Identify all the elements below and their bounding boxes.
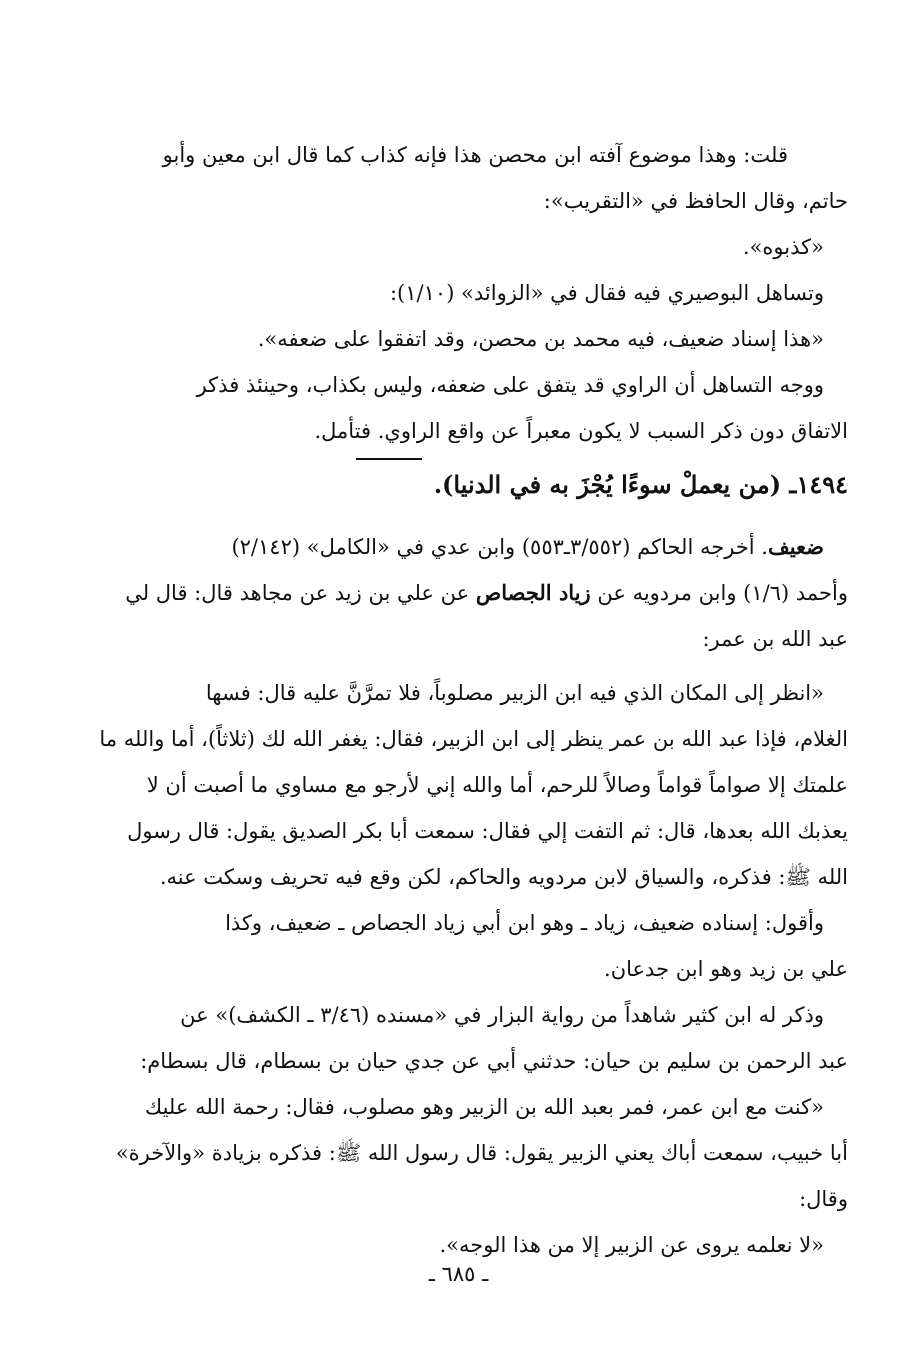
- line: وقال:: [799, 1187, 848, 1211]
- grade-label: ضعيف: [767, 534, 824, 559]
- line: علمتك إلا صواماً قواماً وصالاً للرحم، أما والله إني لأرجو مع مساوي ما أصبت أن لا: [146, 773, 848, 797]
- line: ووجه التساهل أن الراوي قد يتفق على ضعفه، وليس بكذاب، وحينئذ فذكر: [196, 373, 824, 397]
- line: علي بن زيد وهو ابن جدعان.: [604, 957, 848, 981]
- line: «كذبوه».: [742, 235, 824, 259]
- line: [88, 524, 848, 570]
- line: [88, 132, 848, 178]
- line: حاتم، وقال الحافظ في «التقريب»:: [543, 189, 848, 213]
- line: الغلام، فإذا عبد الله بن عمر ينظر إلى ابن الزبير، فقال: يغفر الله لك (ثلاثاً)، أما والله ما: [99, 727, 848, 751]
- line: الله ﷺ: فذكره، والسياق لابن مردويه والحاكم، لكن وقع فيه تحريف وسكت عنه.: [159, 865, 848, 889]
- hadith-heading: ١٤٩٤ـ (من يعملْ سوءًا يُجْزَ به في الدنيا).: [433, 470, 848, 499]
- line: وذكر له ابن كثير شاهداً من رواية البزار في «مسنده (٣/٤٦ ـ الكشف)» عن: [180, 1003, 824, 1027]
- line: وتساهل البوصيري فيه فقال في «الزوائد» (١/١٠):: [389, 281, 824, 305]
- line: [88, 570, 848, 616]
- line: «كنت مع ابن عمر، فمر بعبد الله بن الزبير وهو مصلوب، فقال: رحمة الله عليك: [144, 1095, 824, 1119]
- text-line: . أخرجه الحاكم (٣/٥٥٢ـ٥٥٣) وابن عدي في «الكامل» (٢/١٤٢): [231, 535, 768, 559]
- page-number: ـ ٦٨٥ ـ: [428, 1262, 489, 1286]
- narrator-name: زياد الجصاص: [475, 580, 591, 605]
- line: أبا خبيب، سمعت أباك يعني الزبير يقول: قال رسول الله ﷺ: فذكره بزيادة «والآخرة»: [115, 1141, 848, 1165]
- heading-overline: [356, 458, 422, 460]
- line: «هذا إسناد ضعيف، فيه محمد بن محصن، وقد اتفقوا على ضعفه».: [257, 327, 824, 351]
- text-line: عن علي بن زيد عن مجاهد قال: قال لي: [125, 581, 470, 605]
- line: عبد الرحمن بن سليم بن حيان: حدثني أبي عن جدي حيان بن بسطام، قال بسطام:: [140, 1049, 848, 1073]
- line: الاتفاق دون ذكر السبب لا يكون معبراً عن واقع الراوي. فتأمل.: [314, 419, 848, 443]
- text-line: وأحمد (١/٦) وابن مردويه عن: [597, 581, 848, 605]
- line: «انظر إلى المكان الذي فيه ابن الزبير مصلوباً، فلا تمرَّنَّ عليه قال: فسها: [205, 681, 824, 705]
- line: عبد الله بن عمر:: [702, 627, 848, 651]
- line: وأقول: إسناده ضعيف، زياد ـ وهو ابن أبي زياد الجصاص ـ ضعيف، وكذا: [225, 911, 824, 935]
- line: «لا نعلمه يروى عن الزبير إلا من هذا الوجه».: [439, 1233, 824, 1257]
- text-line: قلت: وهذا موضوع آفته ابن محصن هذا فإنه كذاب كما قال ابن معين وأبو: [162, 143, 788, 167]
- line: يعذبك الله بعدها، قال: ثم التفت إلي فقال: سمعت أبا بكر الصديق يقول: قال رسول: [127, 819, 848, 843]
